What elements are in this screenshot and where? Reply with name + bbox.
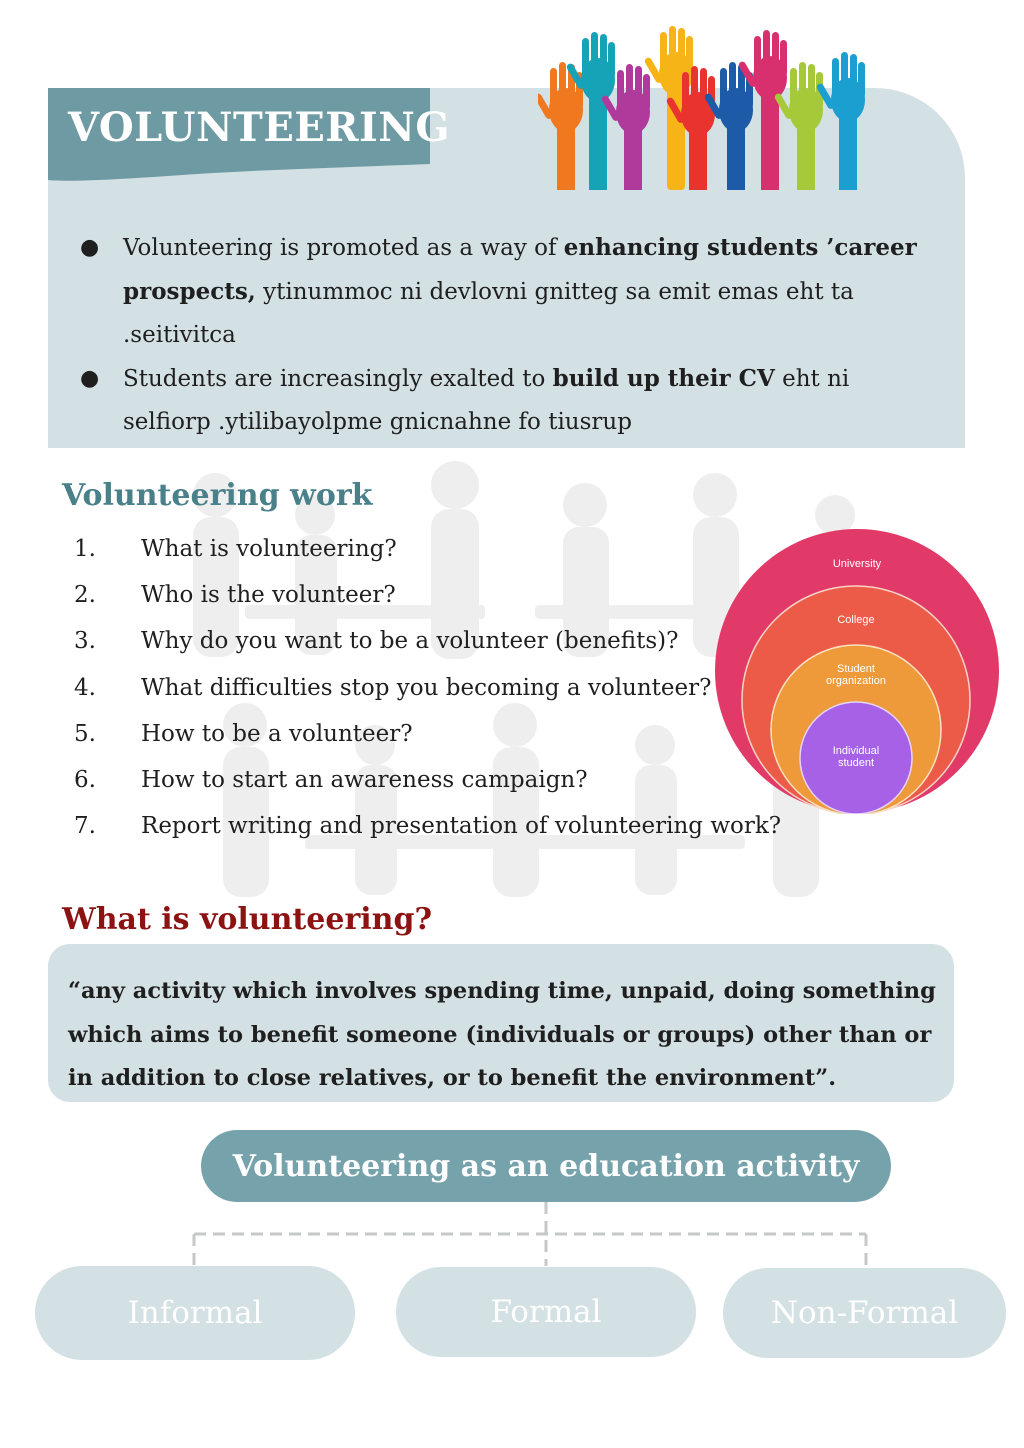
bullet-dot-icon: ● (80, 235, 100, 260)
individual-student-label-2: student (837, 757, 875, 769)
formal-oval: Formal (396, 1267, 696, 1357)
section-heading-volunteering-work: Volunteering work (62, 478, 373, 513)
list-item: 6. How to start an awareness campaign? (74, 766, 588, 793)
page-title: VOLUNTEERING (68, 104, 450, 151)
non-formal-oval: Non-Formal (723, 1268, 1006, 1358)
student-organization-label-2: organization (826, 675, 886, 687)
definition-quote: “any activity which involves spending time, unpaid, doing something which aims to benefit someone (individuals or groups) other than or in addition to close relatives, or to benefit the environment”. (68, 978, 936, 1091)
list-item: 5. How to be a volunteer? (74, 720, 413, 747)
nested-circles-diagram (714, 528, 1000, 814)
volunteering-work-list (74, 530, 781, 853)
intro-bullet: ● Volunteering is promoted as a way of enhancing students ’career prospects, ytinummoc ni devlovni gnitteg sa emit emas eht ta .seitivitca (78, 226, 918, 357)
individual-student-label-1: Individual (832, 745, 880, 757)
list-item: 2. Who is the volunteer? (74, 582, 396, 609)
bullet-dot-icon: ● (80, 366, 100, 391)
list-item: 4. What difficulties stop you becoming a volunteer? (74, 674, 712, 701)
list-item: 1. What is volunteering? (74, 536, 397, 562)
college-label: College (837, 614, 875, 626)
education-activity-title: Volunteering as an education activity (232, 1148, 860, 1184)
intro-bullet: ● Students are increasingly exalted to build up their CV eht ni selfiorp .ytilibayolpme gnicnahne fo tiusrup (78, 357, 918, 444)
title-banner (48, 88, 450, 184)
raised-hands-image (538, 22, 878, 190)
list-item: 3. Why do you want to be a volunteer (benefits)? (74, 628, 679, 655)
intro-bullets (78, 226, 918, 444)
education-activity-pill (201, 1130, 891, 1202)
section-heading-what-is-volunteering: What is volunteering? (62, 902, 433, 937)
definition-box (48, 944, 954, 1102)
university-label: University (832, 558, 882, 570)
informal-oval: Informal (35, 1266, 355, 1360)
student-organization-label-1: Student (837, 663, 875, 675)
list-item: 7. Report writing and presentation of volunteering work? (74, 813, 782, 840)
